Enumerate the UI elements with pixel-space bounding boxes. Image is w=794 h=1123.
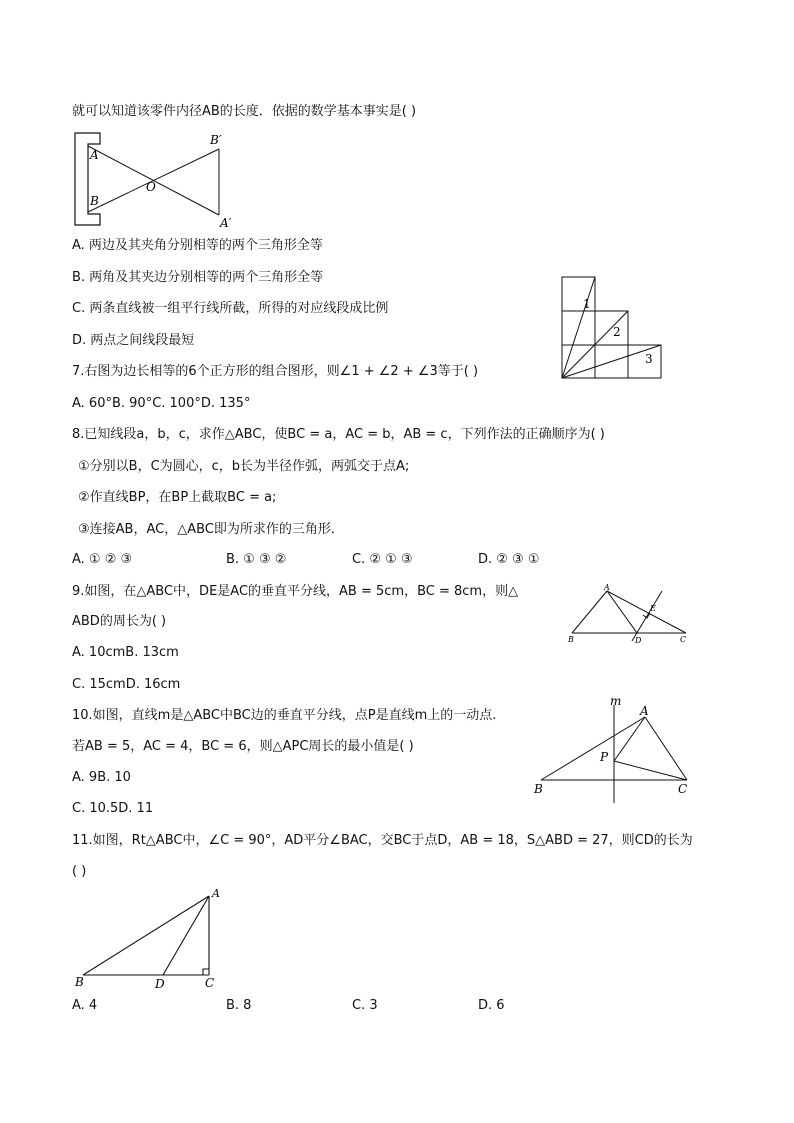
q11-label-A: A [212,887,220,900]
q10-label-B: B [534,782,543,796]
q7-angle-2: 2 [613,325,621,339]
q6-option-c: C. 两条直线被一组平行线所截，所得的对应线段成比例 [72,301,389,316]
q6-figure [70,128,250,230]
q11-label-C: C [205,976,215,990]
q10-options-ab: A. 9B. 10 [72,770,131,785]
q6-label-A: A [90,148,99,162]
q10-figure [530,693,698,805]
q10-label-m: m [610,694,622,708]
q9-options-cd: C. 15cmD. 16cm [72,677,181,692]
q10-label-C: C [678,782,688,796]
q6-option-d: D. 两点之间线段最短 [72,333,195,348]
q11-label-D: D [155,977,165,991]
q8-step-3: ③连接AB，AC，△ABC即为所求作的三角形． [78,522,344,537]
q7-options: A. 60°B. 90°C. 100°D. 135° [72,396,251,411]
q11-option-b: B. 8 [226,998,252,1013]
q10-options-cd: C. 10.5D. 11 [72,801,154,816]
q11-stem: 11.如图，Rt△ABC中，∠C = 90°，AD平分∠BAC，交BC于点D，AB = 18，S△ABD = 27，则CD的长为 [72,833,693,848]
q9-label-B: B [568,635,574,644]
q6-label-B: B [90,194,99,208]
q9-label-D: D [635,636,642,645]
q9-label-E: E [650,604,656,613]
q6-label-A-prime: A′ [220,216,232,230]
q9-stem-cont: ABD的周长为( ) [72,614,167,629]
q6-option-b: B. 两角及其夹边分别相等的两个三角形全等 [72,270,324,285]
q7-stem: 7.右图为边长相等的6个正方形的组合图形，则∠1 + ∠2 + ∠3等于( ) [72,364,479,379]
q11-option-d: D. 6 [478,998,505,1013]
q8-step-1: ①分别以B，C为圆心，c，b长为半径作弧，两弧交于点A; [78,459,410,474]
q6-stem: 就可以知道该零件内径AB的长度．依据的数学基本事实是( ) [72,104,417,119]
q11-paren: ( ) [72,864,87,879]
q9-stem: 9.如图，在△ABC中，DE是AC的垂直平分线，AB = 5cm，BC = 8cm，则△ [72,584,519,599]
q6-label-B-prime: B′ [210,133,222,147]
q8-step-2: ②作直线BP，在BP上截取BC = a; [78,490,277,505]
q6-label-O: O [146,180,156,194]
q9-label-C: C [680,635,687,644]
q9-figure [564,580,694,646]
q8-stem: 8.已知线段a，b，c，求作△ABC，使BC = a，AC = b，AB = c，下列作法的正确顺序为( ) [72,427,605,442]
q7-figure [559,274,667,380]
q7-angle-1: 1 [583,297,591,311]
q9-label-A: A [604,583,610,592]
q10-stem-cont: 若AB = 5，AC = 4，BC = 6，则△APC周长的最小值是( ) [72,739,414,754]
q11-figure [70,884,230,994]
q10-label-P: P [600,750,609,764]
q9-options-ab: A. 10cmB. 13cm [72,645,179,660]
q11-label-B: B [75,975,84,989]
q8-option-c: C. ② ① ③ [352,552,413,567]
q8-option-b: B. ① ③ ② [226,552,287,567]
q8-option-a: A. ① ② ③ [72,552,133,567]
q11-option-a: A. 4 [72,998,98,1013]
q6-option-a: A. 两边及其夹角分别相等的两个三角形全等 [72,238,323,253]
q10-label-A: A [640,704,649,718]
q7-angle-3: 3 [645,352,653,366]
q8-option-d: D. ② ③ ① [478,552,540,567]
q10-stem: 10.如图，直线m是△ABC中BC边的垂直平分线，点P是直线m上的一动点. [72,708,497,723]
q11-option-c: C. 3 [352,998,378,1013]
